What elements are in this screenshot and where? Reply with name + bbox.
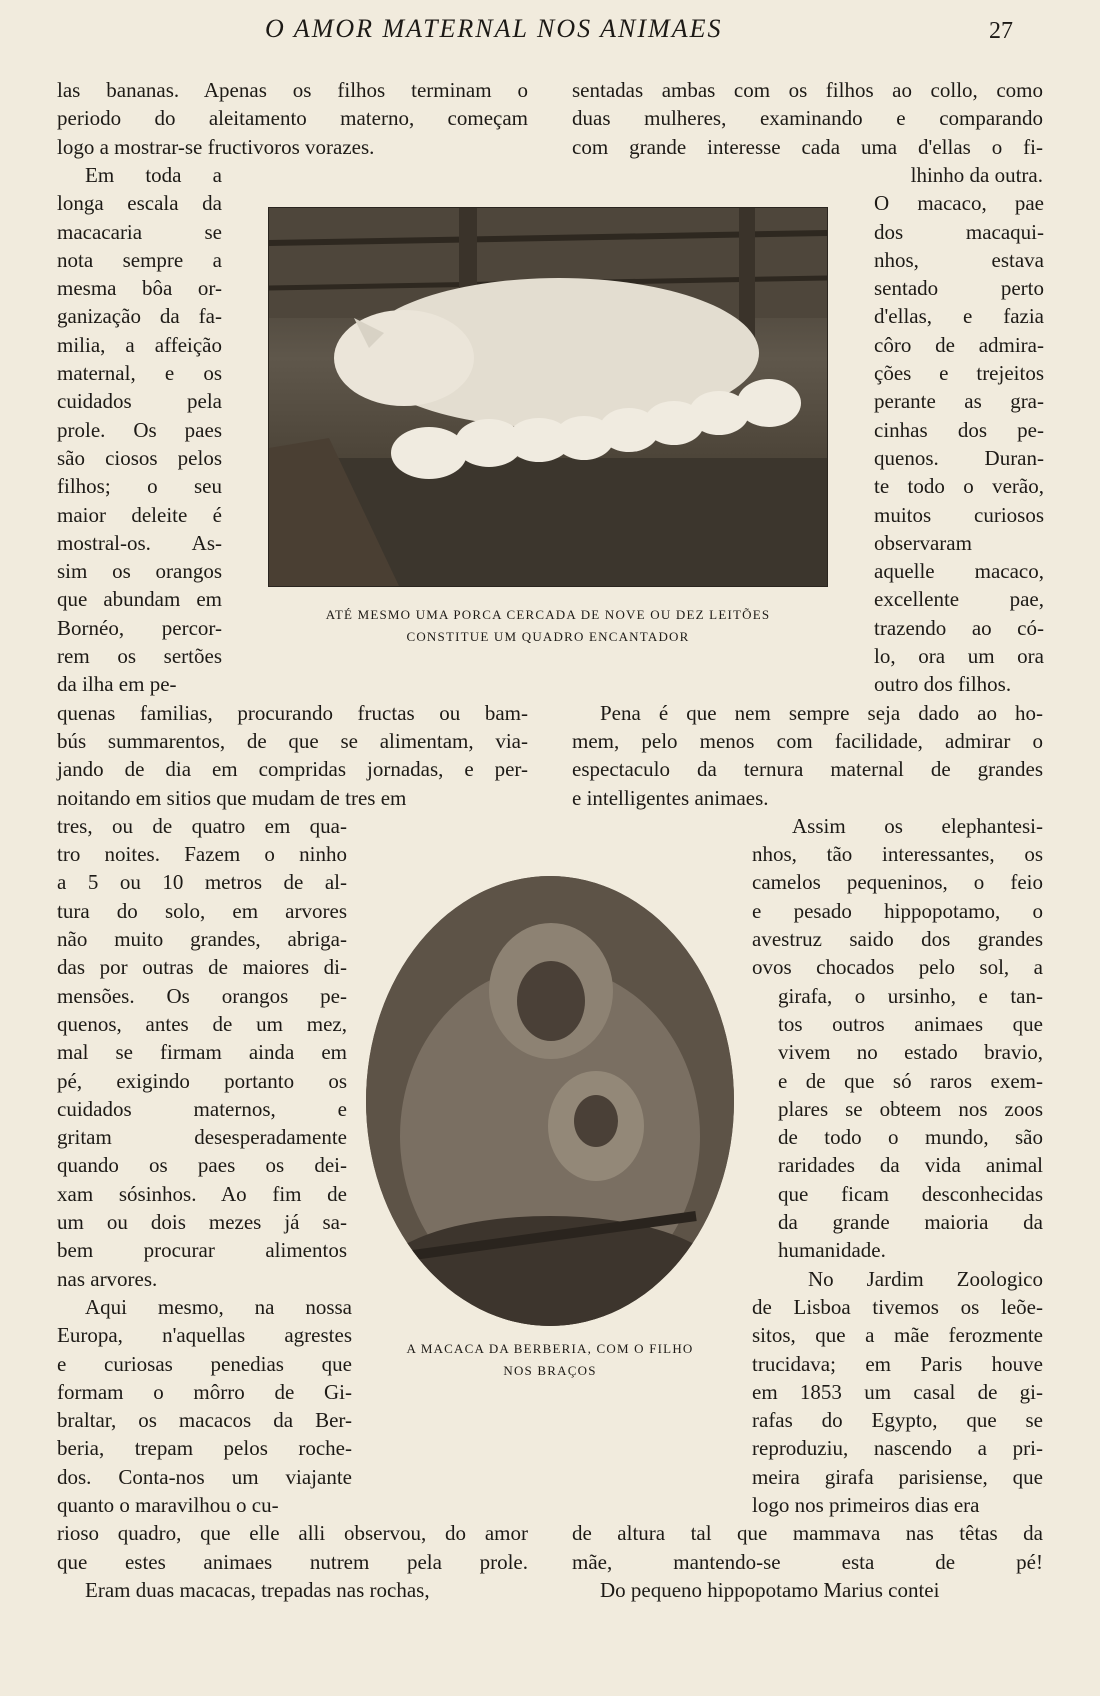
text-line: mesma bôa or- (57, 276, 222, 301)
text-line: observaram (874, 530, 972, 555)
text-line: Aqui mesmo, na nossa (85, 1294, 352, 1319)
text-line: Bornéo, percor- (57, 615, 222, 640)
text-line: que ficam desconhecidas (778, 1181, 1043, 1206)
text-line: nhos, tão interessantes, os (752, 842, 1043, 867)
text-line: bem procurar alimentos (57, 1238, 347, 1263)
text-line: lo, ora um ora (874, 644, 1044, 668)
text-line: com grande interesse cada uma d'ellas o fi- (572, 134, 1043, 159)
text-line: Em toda a (85, 162, 222, 187)
text-line: de Lisboa tivemos os leõe- (752, 1294, 1043, 1319)
text-line: ovos chocados pelo sol, a (752, 955, 1043, 980)
text-line: a 5 ou 10 metros de al- (57, 870, 347, 895)
text-line: que abundam em (57, 587, 222, 612)
text-line: prole. Os paes (57, 417, 222, 442)
text-line: em 1853 um casal de gi- (752, 1379, 1043, 1404)
text-line: quenos. Duran- (874, 445, 1044, 470)
text-line: não muito grandes, abriga- (57, 927, 347, 951)
text-line: sitos, que a mãe ferozmente (752, 1323, 1043, 1348)
text-line: avestruz saido dos grandes (752, 927, 1043, 951)
text-line: das por outras de maiores di- (57, 955, 347, 980)
caption-line: CONSTITUE UM QUADRO ENCANTADOR (406, 629, 690, 644)
text-line: nas arvores. (57, 1266, 158, 1291)
running-header: O AMOR MATERNAL NOS ANIMAES (265, 14, 723, 43)
caption-line: ATÉ MESMO UMA PORCA CERCADA DE NOVE OU DEZ LEITÕES (325, 607, 771, 622)
text-line: formam o môrro de Gi- (57, 1379, 352, 1404)
text-line: tro noites. Fazem o ninho (57, 842, 347, 867)
text-line: meira girafa parisiense, que (752, 1464, 1043, 1489)
text-line: cuidados pela (57, 389, 222, 414)
text-line: d'ellas, e fazia (874, 304, 1044, 329)
text-line: reproduziu, nascendo a pri- (752, 1436, 1043, 1461)
pig-photo-caption (268, 604, 828, 648)
text-line: las bananas. Apenas os filhos terminam o (57, 78, 528, 102)
text-line: Pena é que nem sempre seja dado ao ho- (600, 700, 1043, 725)
text-line: braltar, os macacos da Ber- (57, 1408, 352, 1433)
text-line: trucidava; em Paris houve (752, 1351, 1043, 1376)
text-line: milia, a affeição (57, 332, 222, 357)
text-line: da grande maioria da (778, 1210, 1043, 1234)
text-line: cuidados maternos, e (57, 1096, 347, 1121)
text-line: ganização da fa- (57, 304, 222, 329)
text-line: rioso quadro, que elle alli observou, do amor (57, 1521, 528, 1546)
text-line: noitando em sitios que mudam de tres em (57, 785, 407, 810)
text-line: são ciosos pelos (57, 445, 222, 470)
text-line: e curiosas penedias que (57, 1351, 352, 1376)
text-line: girafa, o ursinho, e tan- (778, 983, 1043, 1008)
text-line: Europa, n'aquellas agrestes (57, 1323, 352, 1348)
text-line: lhinho da outra. (910, 162, 1043, 187)
text-line: côro de admira- (874, 332, 1044, 357)
caption-line: A MACACA DA BERBERIA, COM O FILHO (406, 1341, 694, 1356)
text-line: da ilha em pe- (57, 672, 177, 697)
text-line: periodo do aleitamento materno, começam (57, 106, 528, 131)
text-line: gritam desesperadamente (57, 1125, 347, 1150)
barbary-macaque-illustration (366, 876, 734, 1326)
text-line: dos macaqui- (874, 219, 1044, 244)
text-line: beria, trepam pelos roche- (57, 1436, 352, 1461)
text-line: outro dos filhos. (874, 672, 1012, 697)
text-line: mostral-os. As- (57, 530, 222, 555)
text-line: rem os sertões (57, 644, 222, 668)
text-line: excellente pae, (874, 587, 1044, 612)
text-line: muitos curiosos (874, 502, 1044, 527)
sow-with-piglets-illustration (269, 208, 827, 586)
text-line: mal se firmam ainda em (57, 1040, 347, 1065)
text-line: rafas do Egypto, que se (752, 1408, 1043, 1433)
text-line: macacaria se (57, 219, 222, 244)
text-line: Eram duas macacas, trepadas nas rochas, (85, 1577, 430, 1602)
text-line: um ou dois mezes já sa- (57, 1210, 347, 1234)
text-line: logo a mostrar-se fructivoros vorazes. (57, 134, 375, 159)
text-line: nhos, estava (874, 247, 1044, 272)
text-line: sentado perto (874, 276, 1044, 301)
text-line: jando de dia em compridas jornadas, e per- (57, 757, 528, 782)
text-line: logo nos primeiros dias era (752, 1493, 980, 1517)
text-line: filhos; o seu (57, 474, 222, 499)
text-line: de altura tal que mammava nas têtas da (572, 1521, 1043, 1546)
text-line: nota sempre a (57, 247, 222, 272)
text-line: que estes animaes nutrem pela prole. (57, 1549, 528, 1574)
text-line: No Jardim Zoologico (808, 1266, 1043, 1291)
text-line: tres, ou de quatro em qua- (57, 813, 347, 838)
text-line: e intelligentes animaes. (572, 785, 769, 810)
text-line: e pesado hippopotamo, o (752, 898, 1043, 923)
text-line: aquelle macaco, (874, 559, 1044, 584)
text-line: mensões. Os orangos pe- (57, 983, 347, 1008)
text-line: bús summarentos, de que se alimentam, via- (57, 728, 528, 753)
text-line: te todo o verão, (874, 474, 1044, 499)
text-line: O macaco, pae (874, 191, 1044, 216)
text-line: quenas familias, procurando fructas ou bam- (57, 700, 528, 725)
pig-photo (268, 207, 828, 587)
text-line: quanto o maravilhou o cu- (57, 1493, 279, 1517)
text-line: e de que só raros exem- (778, 1068, 1043, 1093)
text-line: xam sósinhos. Ao fim de (57, 1181, 347, 1206)
text-line: Do pequeno hippopotamo Marius contei (600, 1577, 940, 1602)
text-line: mem, pelo menos com facilidade, admirar o (572, 728, 1043, 753)
text-line: sentadas ambas com os filhos ao collo, como (572, 78, 1043, 102)
text-line: mãe, mantendo-se esta de pé! (572, 1549, 1043, 1574)
text-line: de todo o mundo, são (778, 1125, 1043, 1150)
text-line: dos. Conta-nos um viajante (57, 1464, 352, 1489)
text-line: vivem no estado bravio, (778, 1040, 1043, 1065)
text-line: Assim os elephantesi- (792, 813, 1043, 838)
text-line: quenos, antes de um mez, (57, 1011, 347, 1036)
text-line: sim os orangos (57, 559, 222, 584)
text-line: plares se obteem nos zoos (778, 1096, 1043, 1121)
text-line: espectaculo da ternura maternal de grandes (572, 757, 1043, 782)
text-line: trazendo ao có- (874, 615, 1044, 640)
text-line: tos outros animaes que (778, 1011, 1043, 1036)
text-line: duas mulheres, examinando e comparando (572, 106, 1043, 131)
text-line: perante as gra- (874, 389, 1044, 414)
text-line: maternal, e os (57, 361, 222, 385)
monkey-photo (366, 876, 734, 1326)
text-line: pé, exigindo portanto os (57, 1068, 347, 1093)
text-line: raridades da vida animal (778, 1153, 1043, 1178)
page-number: 27 (989, 18, 1013, 44)
text-line: camelos pequeninos, o feio (752, 870, 1043, 895)
caption-line: NOS BRAÇOS (503, 1363, 597, 1378)
text-line: ções e trejeitos (874, 361, 1044, 385)
text-line: tura do solo, em arvores (57, 898, 347, 923)
monkey-photo-caption (360, 1338, 740, 1382)
text-line: humanidade. (778, 1238, 886, 1263)
text-line: quando os paes os dei- (57, 1153, 347, 1178)
text-line: longa escala da (57, 191, 222, 216)
text-line: cinhas dos pe- (874, 417, 1044, 442)
text-line: maior deleite é (57, 502, 222, 527)
